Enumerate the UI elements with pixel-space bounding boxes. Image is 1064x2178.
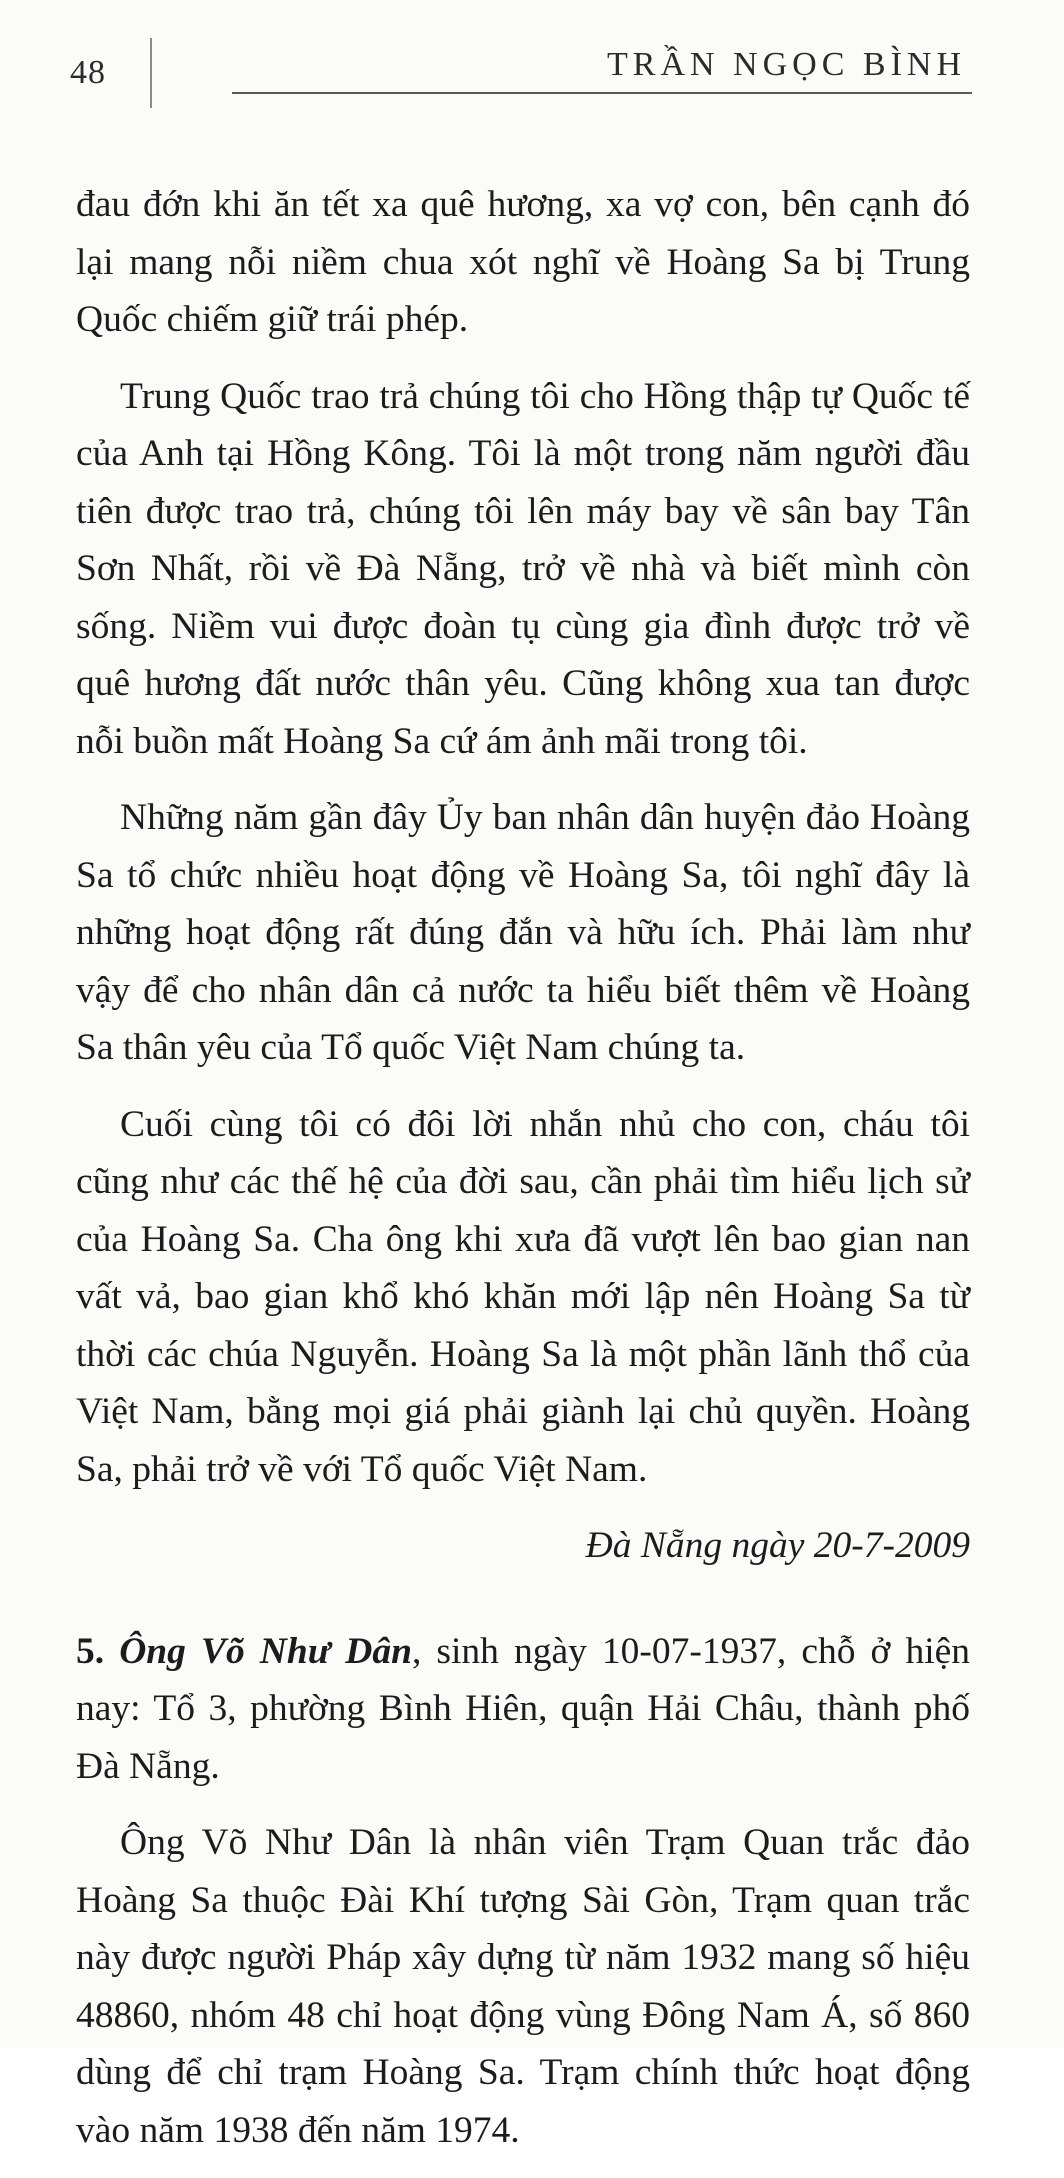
entry-number: 5. xyxy=(76,1630,105,1672)
header-rule xyxy=(232,92,972,94)
paragraph-2: Trung Quốc trao trả chúng tôi cho Hồng thập tự Quốc tế của Anh tại Hồng Kông. Tôi là một trong năm người đầu tiên được trao trả, chúng tôi lên máy bay về sân bay Tân Sơn Nhất, rồi về Đà Nẵng, trở về nhà và biết mình còn sống. Niềm vui được đoàn tụ cùng gia đình được trở về quê hương đất nước thân yêu. Cũng không xua tan được nỗi buồn mất Hoàng Sa cứ ám ảnh mãi trong tôi. xyxy=(76,375,970,762)
page-number: 48 xyxy=(70,54,106,91)
paragraph-1: đau đớn khi ăn tết xa quê hương, xa vợ con, bên cạnh đó lại mang nỗi niềm chua xót nghĩ về Hoàng Sa bị Trung Quốc chiếm giữ trái phép. xyxy=(76,184,970,340)
paragraph-4: Cuối cùng tôi có đôi lời nhắn nhủ cho con, cháu tôi cũng như các thế hệ của đời sau, cần phải tìm hiểu lịch sử của Hoàng Sa. Cha ông khi xưa đã vượt lên bao gian nan vất vả, bao gian khổ khó khăn mới lập nên Hoàng Sa từ thời các chúa Nguyễn. Hoàng Sa là một phần lãnh thổ của Việt Nam, bằng mọi giá phải giành lại chủ quyền. Hoàng Sa, phải trở về với Tổ quốc Việt Nam. xyxy=(76,1103,970,1490)
entry-details: , sinh ngày 10-07-1937, chỗ ở hiện nay: Tổ 3, phường Bình Hiên, quận Hải Châu, thành phố Đà Nẵng. xyxy=(76,1630,971,1787)
body-text xyxy=(76,176,970,2178)
final-paragraph: Ông Võ Như Dân là nhân viên Trạm Quan trắc đảo Hoàng Sa thuộc Đài Khí tượng Sài Gòn, Trạm quan trắc này được người Pháp xây dựng từ năm 1932 mang số hiệu 48860, nhóm 48 chỉ hoạt động vùng Đông Nam Á, số 860 dùng để chỉ trạm Hoàng Sa. Trạm chính thức hoạt động vào năm 1938 đến năm 1974. xyxy=(76,1822,970,2151)
entry-heading xyxy=(76,1623,970,1796)
signoff-date: Đà Nẵng ngày 20-7-2009 xyxy=(585,1525,970,1566)
paragraph-3: Những năm gần đây Ủy ban nhân dân huyện đảo Hoàng Sa tổ chức nhiều hoạt động về Hoàng Sa, tôi nghĩ đây là những hoạt động rất đúng đắn và hữu ích. Phải làm như vậy để cho nhân dân cả nước ta hiểu biết thêm về Hoàng Sa thân yêu của Tổ quốc Việt Nam chúng ta. xyxy=(76,797,970,1068)
header-divider xyxy=(150,38,152,108)
entry-name: Ông Võ Như Dân xyxy=(119,1630,412,1672)
running-title: TRẦN NGỌC BÌNH xyxy=(607,46,966,83)
